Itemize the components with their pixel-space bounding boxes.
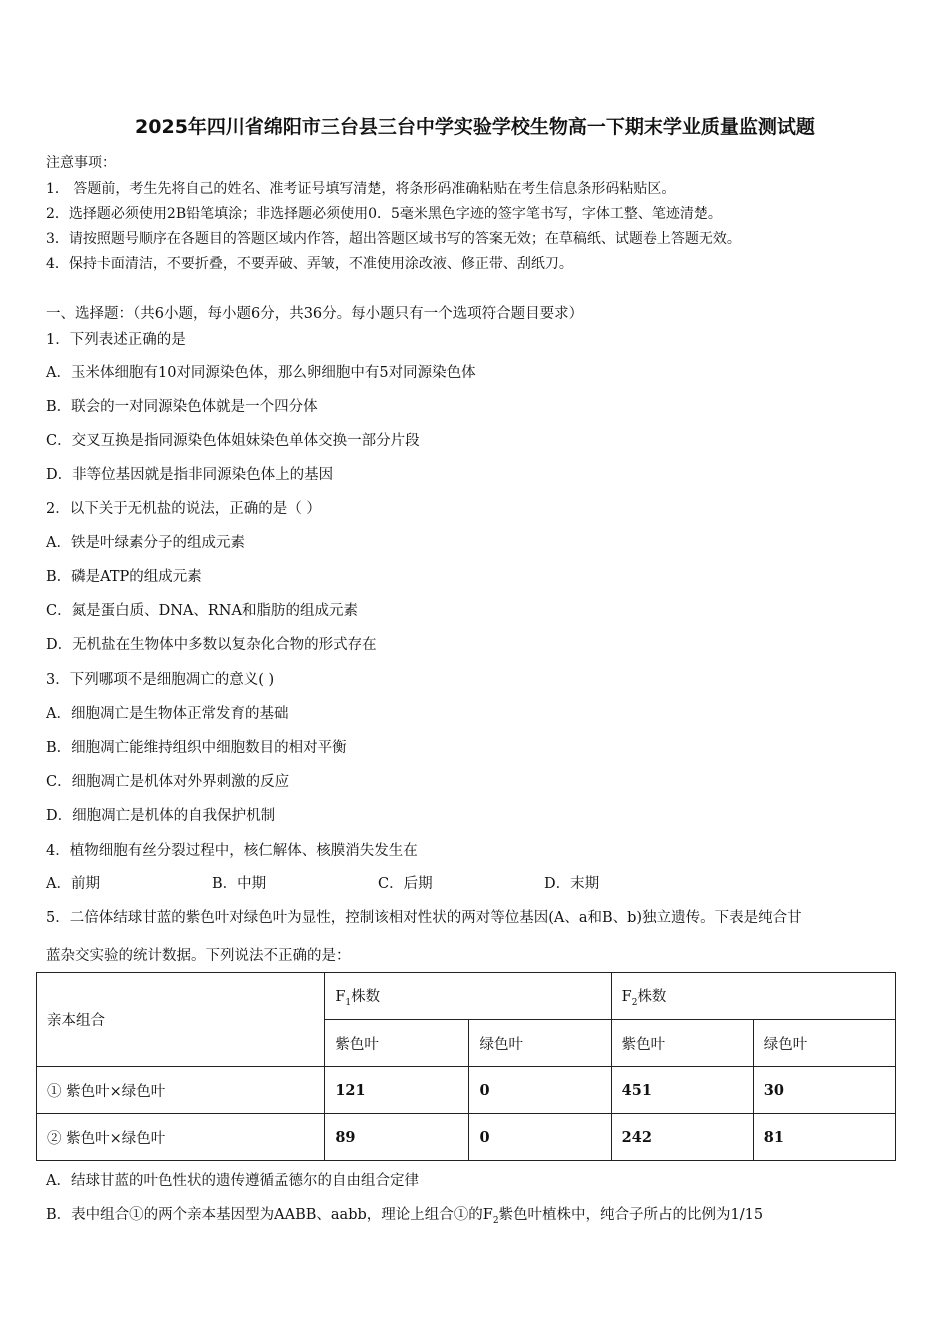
header-f2: $F_2$株数 (611, 973, 895, 1020)
question-stem: 5．二倍体结球甘蓝的紫色叶对绿色叶为显性，控制该相对性状的两对等位基因(A、a和B、b)独立遗传。下表是纯合甘 (46, 910, 802, 926)
cell-f2-green: 30 (753, 1067, 895, 1114)
section-heading: 一、选择题：（共6小题，每小题6分，共36分。每小题只有一个选项符合题目要求） (46, 306, 584, 322)
header-f1: $F_1$株数 (325, 973, 611, 1020)
notice-item: 4．保持卡面清洁，不要折叠，不要弄破、弄皱，不准使用涂改液、修正带、刮纸刀。 (46, 256, 573, 272)
table-row (37, 1067, 896, 1114)
option-d: D．无机盐在生物体中多数以复杂化合物的形式存在 (46, 637, 377, 653)
notice-item: 3．请按照题号顺序在各题目的答题区域内作答，超出答题区域书写的答案无效；在草稿纸、试题卷上答题无效。 (46, 231, 741, 247)
question-stem: 1．下列表述正确的是 (46, 332, 186, 348)
notice-heading: 注意事项： (46, 155, 116, 171)
cell-f2-green: 81 (753, 1114, 895, 1161)
option-a: A．结球甘蓝的叶色性状的遗传遵循孟德尔的自由组合定律 (46, 1173, 419, 1189)
header-f2-purple: 紫色叶 (611, 1020, 753, 1067)
option-b: B．联会的一对同源染色体就是一个四分体 (46, 399, 318, 415)
option-d: D．非等位基因就是指非同源染色体上的基因 (46, 467, 334, 483)
option-a: A．铁是叶绿素分子的组成元素 (46, 535, 245, 551)
option-b: B．表中组合①的两个亲本基因型为AABB、aabb，理论上组合①的$F_2$紫色叶植株中，纯合子所占的比例为1/15 (46, 1207, 764, 1226)
option-d: D．细胞凋亡是机体的自我保护机制 (46, 808, 276, 824)
cell-f2-purple: 451 (611, 1067, 753, 1114)
question-stem: 2．以下关于无机盐的说法，正确的是（ ） (46, 501, 321, 517)
question-stem: 3．下列哪项不是细胞凋亡的意义( ) (46, 672, 275, 688)
header-parent-cross: 亲本组合 (37, 973, 325, 1067)
cell-f1-green: 0 (469, 1067, 611, 1114)
option-a: A．玉米体细胞有10对同源染色体，那么卵细胞中有5对同源染色体 (46, 365, 476, 381)
cell-f1-purple: 89 (325, 1114, 469, 1161)
cell-cross: ② 紫色叶×绿色叶 (37, 1114, 325, 1161)
cross-data-table (36, 972, 896, 1161)
cell-f1-green: 0 (469, 1114, 611, 1161)
notice-item: 1． 答题前，考生先将自己的姓名、准考证号填写清楚，将条形码准确粘贴在考生信息条形码粘贴区。 (46, 181, 676, 197)
option-c: C．氮是蛋白质、DNA、RNA和脂肪的组成元素 (46, 603, 358, 619)
option-b: B．磷是ATP的组成元素 (46, 569, 202, 585)
header-f1-purple: 紫色叶 (325, 1020, 469, 1067)
header-f2-green: 绿色叶 (753, 1020, 895, 1067)
notice-item: 2．选择题必须使用2B铅笔填涂；非选择题必须使用0．5毫米黑色字迹的签字笔书写，字体工整、笔迹清楚。 (46, 206, 722, 222)
question-stem: 4．植物细胞有丝分裂过程中，核仁解体、核膜消失发生在 (46, 843, 418, 859)
cell-f2-purple: 242 (611, 1114, 753, 1161)
option-a: A．前期 (46, 876, 100, 892)
option-b: B．中期 (212, 876, 267, 892)
cell-cross: ① 紫色叶×绿色叶 (37, 1067, 325, 1114)
table-row (37, 1114, 896, 1161)
option-b: B．细胞凋亡能维持组织中细胞数目的相对平衡 (46, 740, 347, 756)
option-d: D．末期 (544, 876, 600, 892)
question-stem-continued: 蓝杂交实验的统计数据。下列说法不正确的是： (46, 948, 351, 964)
header-f1-green: 绿色叶 (469, 1020, 611, 1067)
options-row (46, 872, 599, 893)
page-title: 2025年四川省绵阳市三台县三台中学实验学校生物高一下期末学业质量监测试题 (135, 116, 815, 138)
option-c: C．交叉互换是指同源染色体姐妹染色单体交换一部分片段 (46, 433, 420, 449)
option-a: A．细胞凋亡是生物体正常发育的基础 (46, 706, 289, 722)
option-c: C．细胞凋亡是机体对外界刺激的反应 (46, 774, 290, 790)
option-c: C．后期 (378, 876, 433, 892)
cell-f1-purple: 121 (325, 1067, 469, 1114)
